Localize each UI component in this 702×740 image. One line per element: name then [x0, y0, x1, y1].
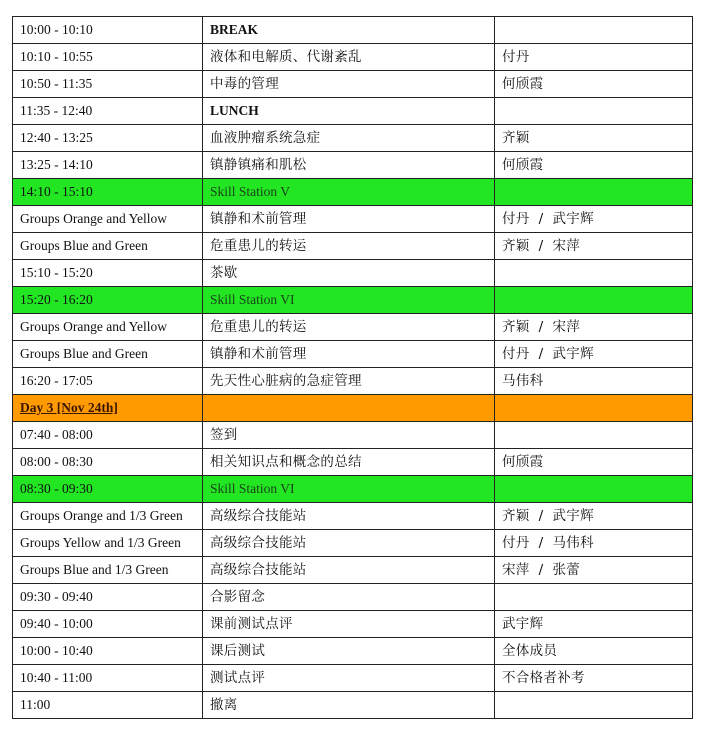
speaker-cell — [495, 287, 693, 314]
topic-cell: 危重患儿的转运 — [203, 314, 495, 341]
speaker-cell — [495, 260, 693, 287]
speaker-cell: 全体成员 — [495, 638, 693, 665]
speaker-cell — [495, 422, 693, 449]
schedule-row — [13, 233, 693, 260]
schedule-row — [13, 368, 693, 395]
time-cell: Groups Blue and Green — [13, 341, 203, 368]
speaker-cell: 齐颖 / 宋萍 — [495, 233, 693, 260]
topic-cell: 中毒的管理 — [203, 71, 495, 98]
speaker-cell: 付丹 / 武宇辉 — [495, 206, 693, 233]
topic-cell: 撤离 — [203, 692, 495, 719]
schedule-table — [12, 16, 693, 719]
speaker-separator: / — [538, 211, 544, 227]
speaker-separator: / — [538, 508, 544, 524]
schedule-row — [13, 503, 693, 530]
schedule-row — [13, 260, 693, 287]
time-cell: 13:25 - 14:10 — [13, 152, 203, 179]
time-cell: 14:10 - 15:10 — [13, 179, 203, 206]
schedule-row — [13, 584, 693, 611]
schedule-body — [13, 17, 693, 719]
skill-station-row — [13, 179, 693, 206]
topic-cell: LUNCH — [203, 98, 495, 125]
topic-cell: 相关知识点和概念的总结 — [203, 449, 495, 476]
speaker-cell: 付丹 / 武宇辉 — [495, 341, 693, 368]
topic-cell — [203, 395, 495, 422]
time-cell: 08:30 - 09:30 — [13, 476, 203, 503]
schedule-row — [13, 341, 693, 368]
schedule-row — [13, 152, 693, 179]
speaker-separator: / — [538, 346, 544, 362]
skill-station-row — [13, 287, 693, 314]
time-cell: 10:00 - 10:10 — [13, 17, 203, 44]
time-cell: 10:00 - 10:40 — [13, 638, 203, 665]
speaker-cell: 齐颖 — [495, 125, 693, 152]
topic-cell: 危重患儿的转运 — [203, 233, 495, 260]
speaker-cell: 何颀霞 — [495, 449, 693, 476]
speaker-cell — [495, 98, 693, 125]
speaker-cell — [495, 692, 693, 719]
speaker-cell: 宋萍 / 张蕾 — [495, 557, 693, 584]
topic-cell: 先天性心脏病的急症管理 — [203, 368, 495, 395]
time-cell: Day 3 [Nov 24th] — [13, 395, 203, 422]
schedule-row — [13, 71, 693, 98]
time-cell: 16:20 - 17:05 — [13, 368, 203, 395]
topic-cell: 高级综合技能站 — [203, 557, 495, 584]
topic-cell: Skill Station V — [203, 179, 495, 206]
speaker-cell — [495, 584, 693, 611]
time-cell: 11:35 - 12:40 — [13, 98, 203, 125]
schedule-row — [13, 125, 693, 152]
time-cell: 12:40 - 13:25 — [13, 125, 203, 152]
speaker-cell: 何颀霞 — [495, 71, 693, 98]
topic-cell: 课后测试 — [203, 638, 495, 665]
speaker-cell: 不合格者补考 — [495, 665, 693, 692]
time-cell: 11:00 — [13, 692, 203, 719]
speaker-cell: 何颀霞 — [495, 152, 693, 179]
time-cell: Groups Orange and Yellow — [13, 314, 203, 341]
time-cell: 15:20 - 16:20 — [13, 287, 203, 314]
time-cell: 08:00 - 08:30 — [13, 449, 203, 476]
speaker-separator: / — [538, 562, 544, 578]
schedule-row — [13, 665, 693, 692]
topic-cell: 镇静和术前管理 — [203, 206, 495, 233]
speaker-cell: 齐颖 / 宋萍 — [495, 314, 693, 341]
topic-cell: 签到 — [203, 422, 495, 449]
speaker-cell: 付丹 / 马伟科 — [495, 530, 693, 557]
schedule-row — [13, 206, 693, 233]
time-cell: 07:40 - 08:00 — [13, 422, 203, 449]
topic-cell: 课前测试点评 — [203, 611, 495, 638]
schedule-row — [13, 638, 693, 665]
speaker-cell — [495, 179, 693, 206]
time-cell: 10:50 - 11:35 — [13, 71, 203, 98]
topic-cell: 液体和电解质、代谢紊乱 — [203, 44, 495, 71]
speaker-separator: / — [538, 238, 544, 254]
speaker-cell — [495, 17, 693, 44]
time-cell: Groups Blue and 1/3 Green — [13, 557, 203, 584]
skill-station-row — [13, 476, 693, 503]
schedule-row — [13, 449, 693, 476]
topic-cell: 合影留念 — [203, 584, 495, 611]
time-cell: 15:10 - 15:20 — [13, 260, 203, 287]
schedule-row — [13, 314, 693, 341]
time-cell: Groups Yellow and 1/3 Green — [13, 530, 203, 557]
time-cell: 10:40 - 11:00 — [13, 665, 203, 692]
time-cell: Groups Orange and 1/3 Green — [13, 503, 203, 530]
schedule-row — [13, 692, 693, 719]
time-cell: Groups Orange and Yellow — [13, 206, 203, 233]
speaker-cell: 武宇辉 — [495, 611, 693, 638]
topic-cell: 高级综合技能站 — [203, 503, 495, 530]
schedule-row — [13, 422, 693, 449]
time-cell: 10:10 - 10:55 — [13, 44, 203, 71]
time-cell: Groups Blue and Green — [13, 233, 203, 260]
topic-cell: 镇静和术前管理 — [203, 341, 495, 368]
speaker-cell — [495, 476, 693, 503]
schedule-row — [13, 557, 693, 584]
topic-cell: 高级综合技能站 — [203, 530, 495, 557]
day-header-row — [13, 395, 693, 422]
speaker-separator: / — [538, 535, 544, 551]
schedule-row — [13, 611, 693, 638]
speaker-cell: 马伟科 — [495, 368, 693, 395]
speaker-cell — [495, 395, 693, 422]
break-row — [13, 17, 693, 44]
topic-cell: BREAK — [203, 17, 495, 44]
schedule-row — [13, 530, 693, 557]
topic-cell: Skill Station VI — [203, 287, 495, 314]
break-row — [13, 98, 693, 125]
schedule-row — [13, 44, 693, 71]
time-cell: 09:30 - 09:40 — [13, 584, 203, 611]
speaker-cell: 付丹 — [495, 44, 693, 71]
time-cell: 09:40 - 10:00 — [13, 611, 203, 638]
topic-cell: 茶歇 — [203, 260, 495, 287]
topic-cell: Skill Station VI — [203, 476, 495, 503]
topic-cell: 血液肿瘤系统急症 — [203, 125, 495, 152]
speaker-cell: 齐颖 / 武宇辉 — [495, 503, 693, 530]
topic-cell: 测试点评 — [203, 665, 495, 692]
topic-cell: 镇静镇痛和肌松 — [203, 152, 495, 179]
speaker-separator: / — [538, 319, 544, 335]
